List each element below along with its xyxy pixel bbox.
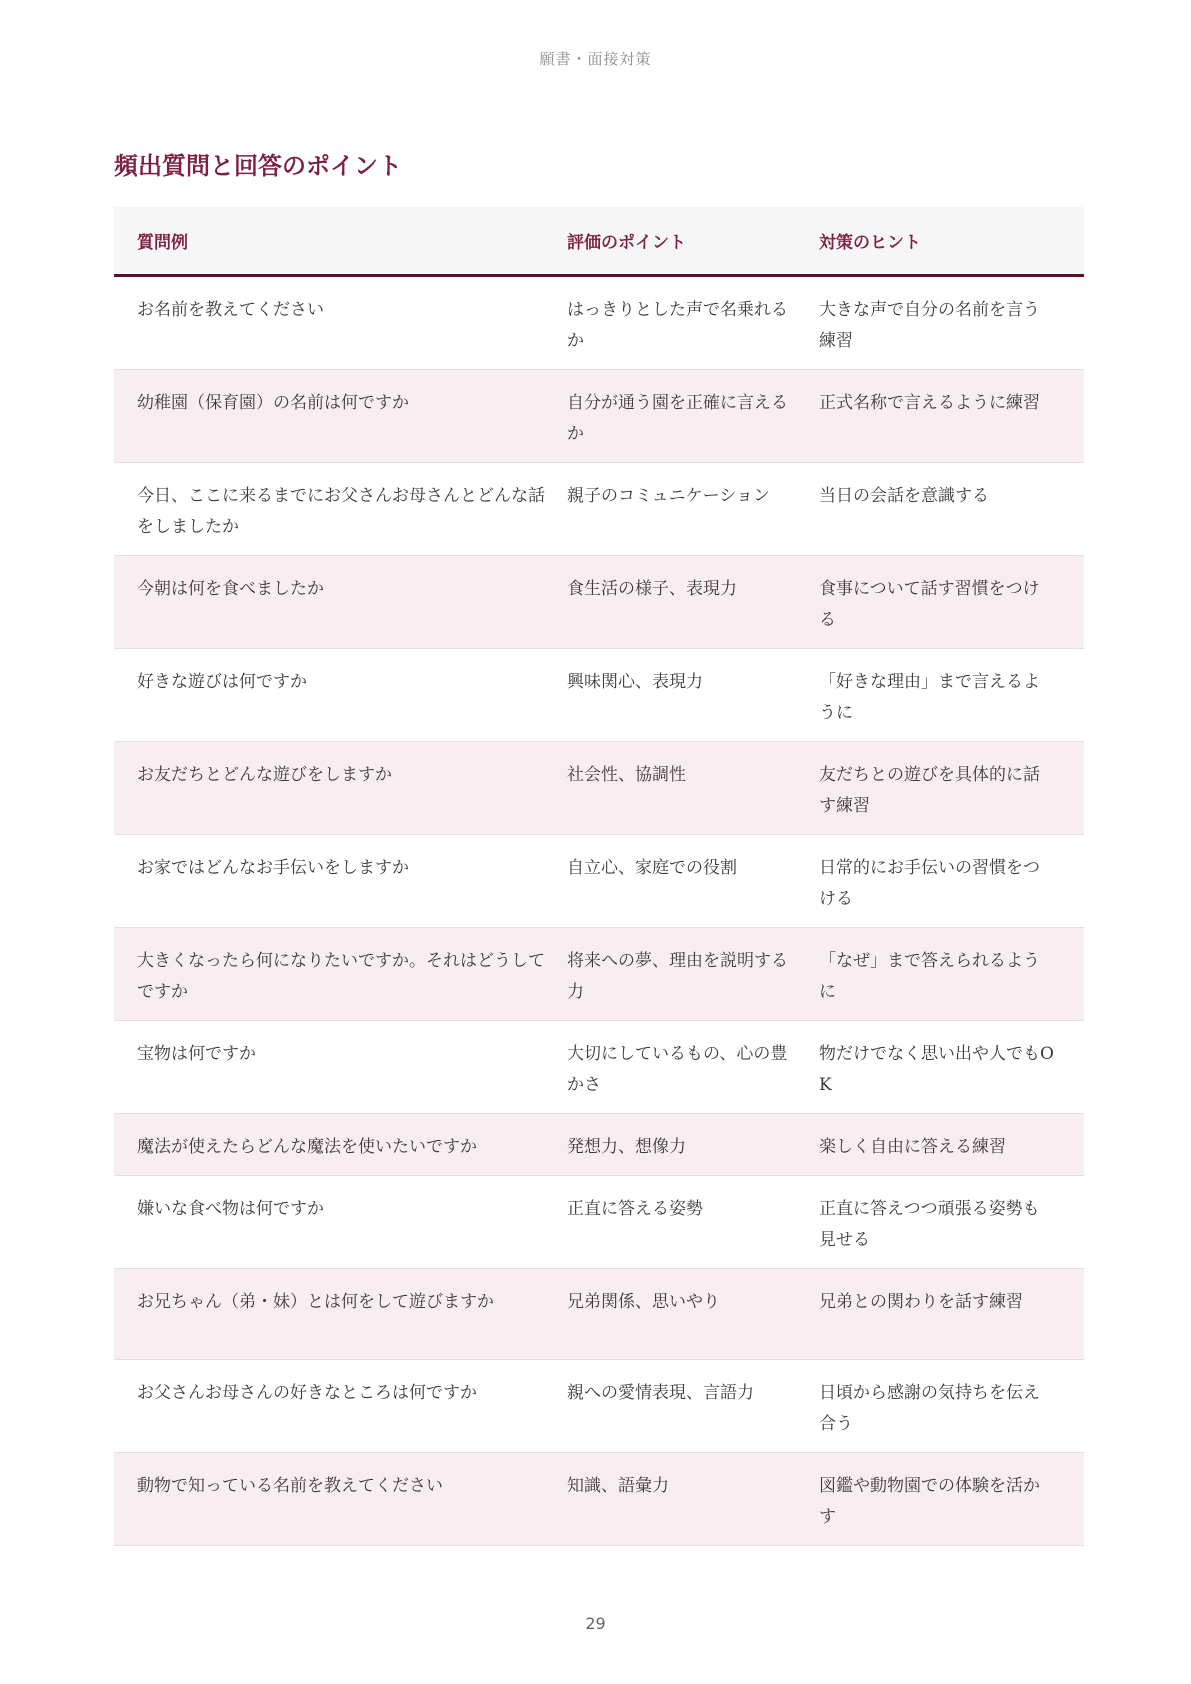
question-cell: お兄ちゃん（弟・妹）とは何をして遊びますか (137, 1291, 494, 1312)
evaluation-cell: 知識、語彙力 (567, 1475, 669, 1496)
hint-cell: 正直に答えつつ頑張る姿勢も見せる (819, 1198, 1040, 1250)
question-cell: 今日、ここに来るまでにお父さんお母さんとどんな話をしましたか (137, 485, 545, 537)
question-cell: 今朝は何を食べましたか (137, 578, 324, 599)
hint-cell: 食事について話す習慣をつける (819, 578, 1040, 630)
hint-cell: 楽しく自由に答える練習 (819, 1136, 1006, 1157)
table-row (114, 1175, 1084, 1268)
column-header-hint: 対策のヒント (819, 207, 1084, 275)
question-cell: 宝物は何ですか (137, 1043, 256, 1064)
page-number: 29 (585, 1614, 606, 1633)
question-cell: 大きくなったら何になりたいですか。それはどうしてですか (137, 950, 545, 1002)
hint-cell: 日頃から感謝の気持ちを伝え合う (819, 1382, 1040, 1434)
hint-cell: 友だちとの遊びを具体的に話す練習 (819, 764, 1040, 816)
evaluation-cell: 正直に答える姿勢 (567, 1198, 703, 1219)
question-cell: お友だちとどんな遊びをしますか (137, 764, 392, 785)
hint-cell: 兄弟との関わりを話す練習 (819, 1291, 1023, 1312)
question-cell: お家ではどんなお手伝いをしますか (137, 857, 409, 878)
table-row (114, 648, 1084, 741)
question-cell: 魔法が使えたらどんな魔法を使いたいですか (137, 1136, 477, 1157)
table-row (114, 275, 1084, 369)
question-cell: 幼稚園（保育園）の名前は何ですか (137, 392, 409, 413)
question-cell: 好きな遊びは何ですか (137, 671, 307, 692)
interview-questions-table (114, 207, 1084, 1546)
hint-cell: 日常的にお手伝いの習慣をつける (819, 857, 1040, 909)
evaluation-cell: 兄弟関係、思いやり (567, 1291, 720, 1312)
evaluation-cell: 社会性、協調性 (567, 764, 686, 785)
table-row (114, 927, 1084, 1020)
evaluation-cell: 食生活の様子、表現力 (567, 578, 737, 599)
table-body (114, 275, 1084, 1545)
table-row (114, 555, 1084, 648)
table-row (114, 1113, 1084, 1175)
column-header-question: 質問例 (114, 207, 567, 275)
table-row (114, 1020, 1084, 1113)
question-cell: 動物で知っている名前を教えてください (137, 1475, 443, 1496)
table-row (114, 1268, 1084, 1359)
evaluation-cell: 将来への夢、理由を説明する力 (567, 950, 788, 1002)
evaluation-cell: 大切にしているもの、心の豊かさ (567, 1043, 788, 1095)
evaluation-cell: 親子のコミュニケーション (567, 485, 770, 506)
evaluation-cell: 親への愛情表現、言語力 (567, 1382, 754, 1403)
table-row (114, 834, 1084, 927)
table-row (114, 369, 1084, 462)
question-cell: お父さんお母さんの好きなところは何ですか (137, 1382, 477, 1403)
hint-cell: 大きな声で自分の名前を言う練習 (819, 299, 1040, 351)
running-header: 願書・面接対策 (539, 50, 652, 68)
hint-cell: 「好きな理由」まで言えるように (819, 671, 1040, 723)
hint-cell: 当日の会話を意識する (819, 485, 989, 506)
hint-cell: 「なぜ」まで答えられるように (819, 950, 1040, 1002)
hint-cell: 物だけでなく思い出や人でもOK (819, 1043, 1054, 1095)
evaluation-cell: 自分が通う園を正確に言えるか (567, 392, 788, 444)
column-header-evaluation: 評価のポイント (567, 207, 819, 275)
hint-cell: 図鑑や動物園での体験を活かす (819, 1475, 1040, 1527)
question-cell: お名前を教えてください (137, 299, 324, 320)
evaluation-cell: はっきりとした声で名乗れるか (567, 299, 788, 351)
question-cell: 嫌いな食べ物は何ですか (137, 1198, 324, 1219)
hint-cell: 正式名称で言えるように練習 (819, 392, 1040, 413)
evaluation-cell: 発想力、想像力 (567, 1136, 686, 1157)
table-row (114, 741, 1084, 834)
table-row (114, 462, 1084, 555)
table-header (114, 207, 1084, 275)
table-header-row (114, 207, 1084, 275)
table-row (114, 1359, 1084, 1452)
evaluation-cell: 興味関心、表現力 (567, 671, 703, 692)
evaluation-cell: 自立心、家庭での役割 (567, 857, 737, 878)
table-row (114, 1452, 1084, 1545)
section-title: 頻出質問と回答のポイント (114, 152, 402, 180)
